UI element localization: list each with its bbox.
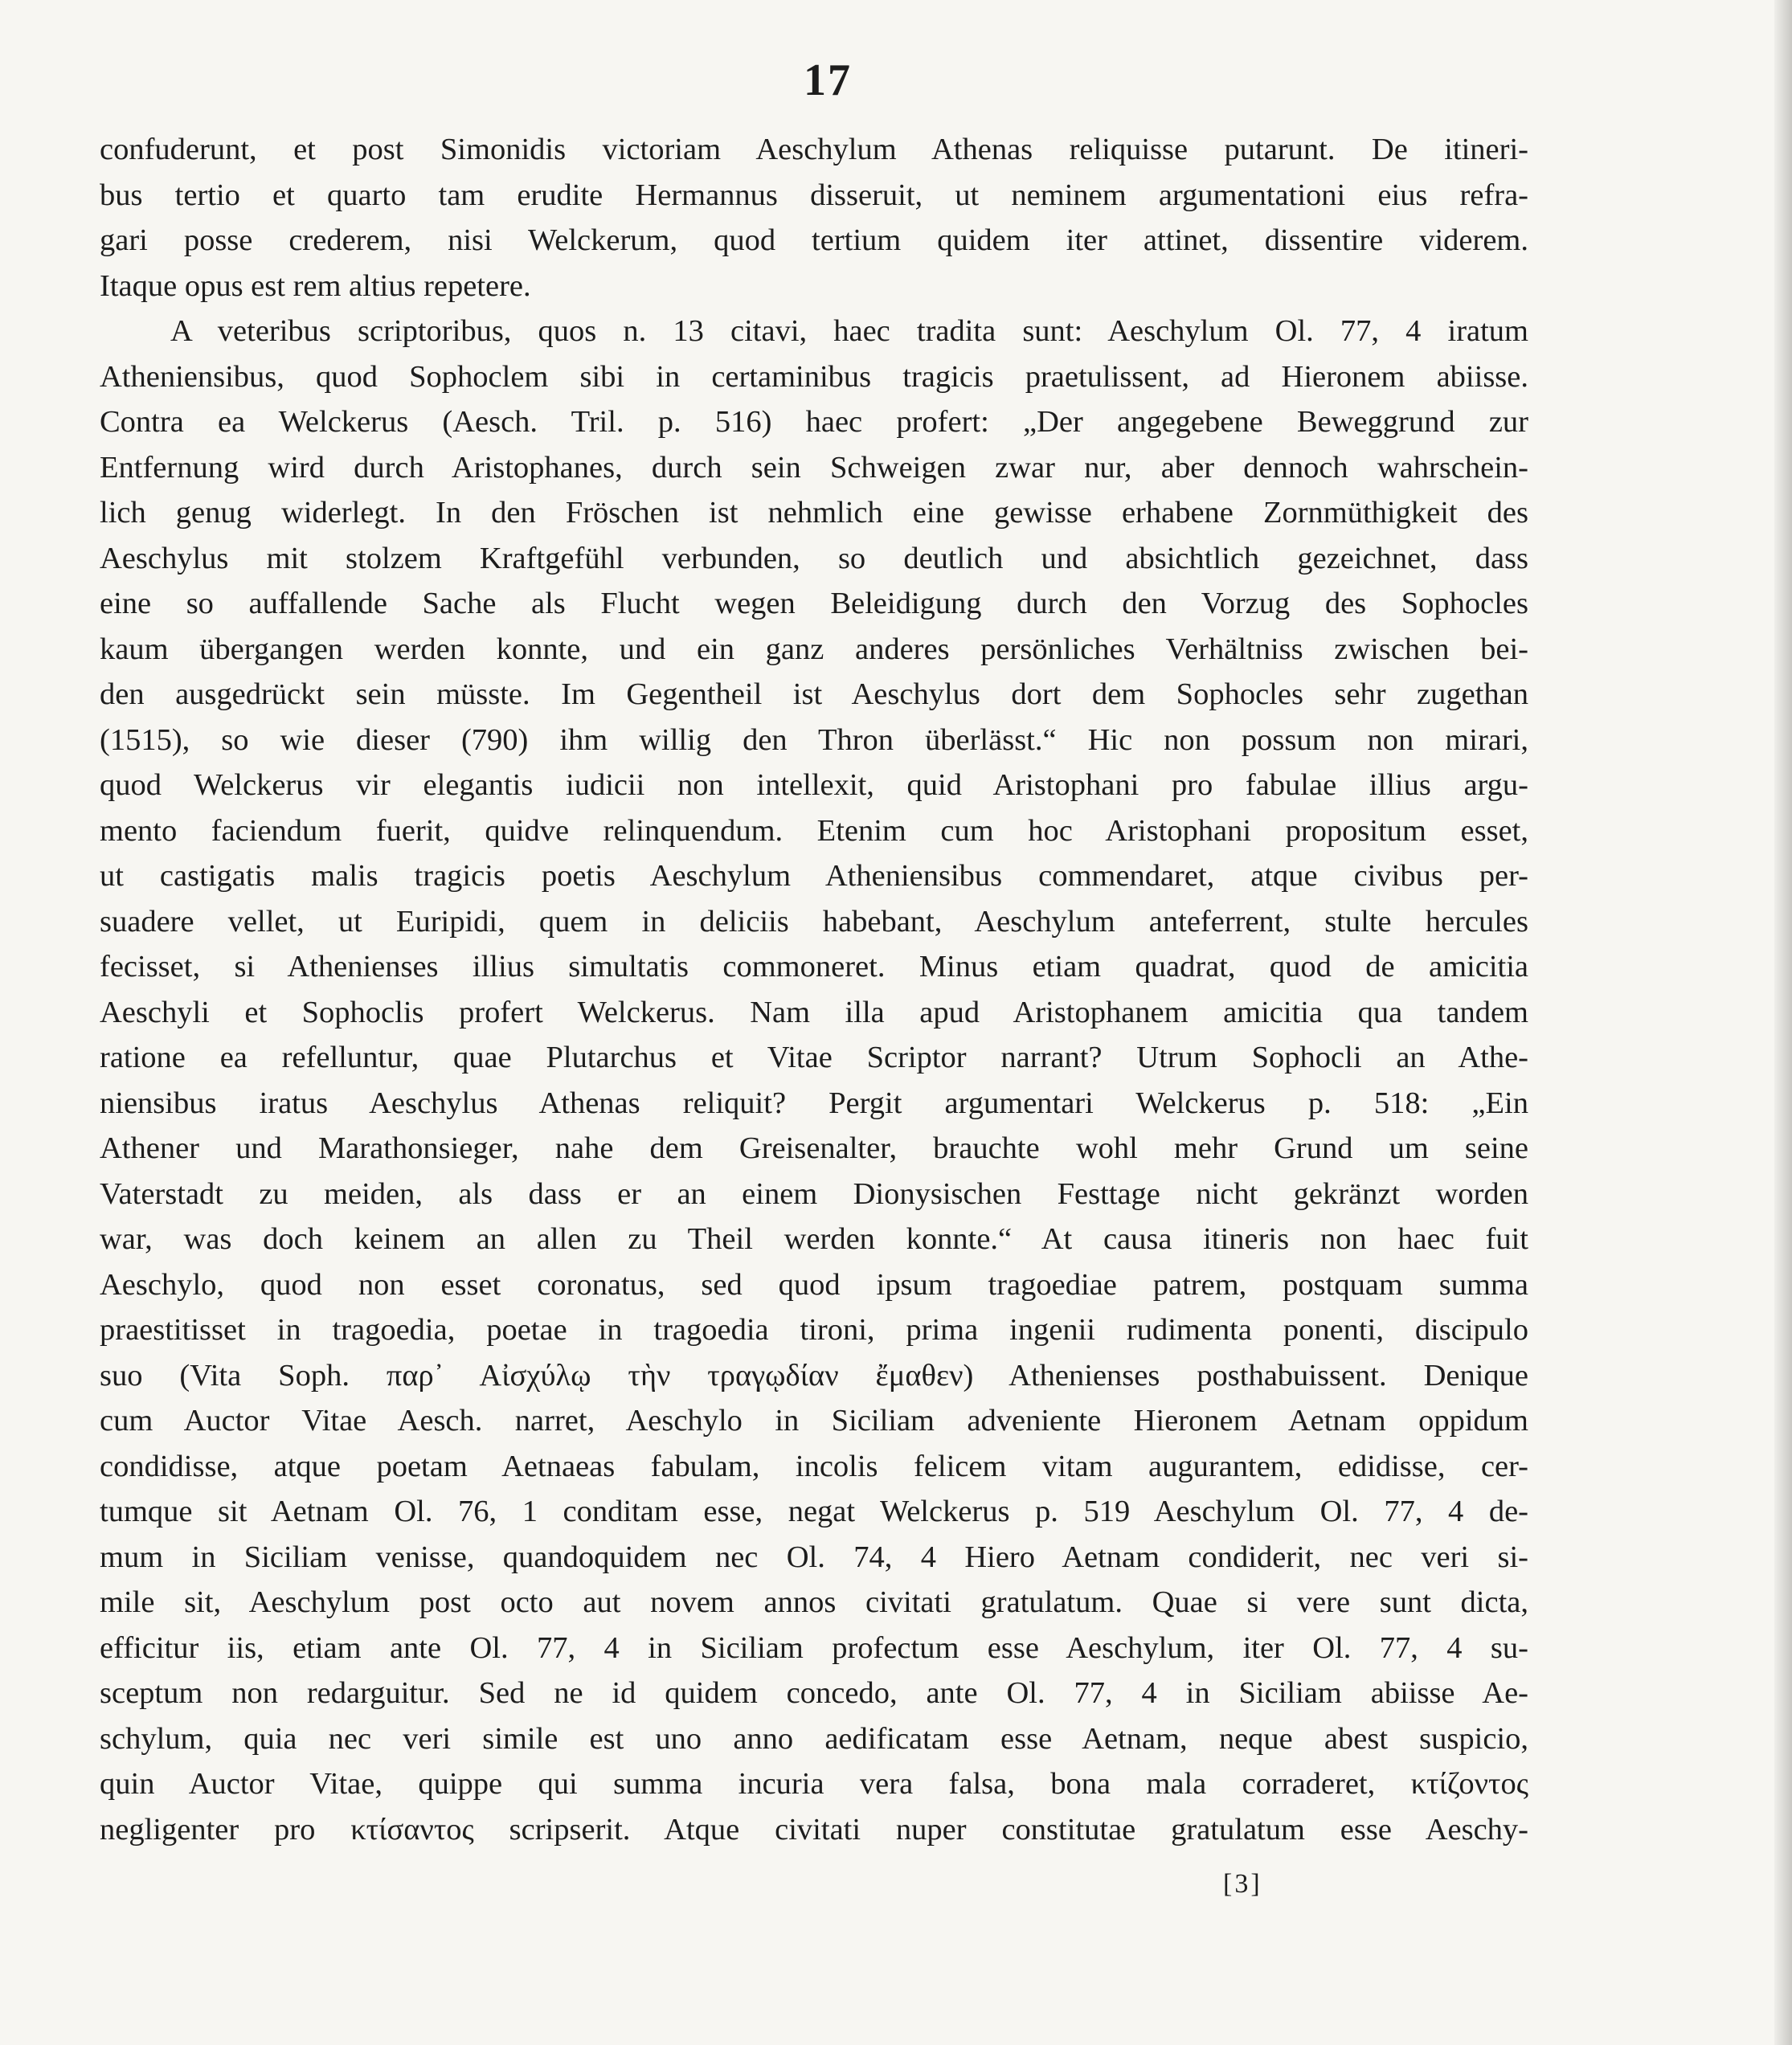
body-text	[100, 127, 1528, 1852]
text-line: Aeschylo, quod non esset coronatus, sed quod ipsum tragoediae patrem, postquam summa	[100, 1267, 1528, 1302]
signature-mark: [3]	[1223, 1869, 1262, 1899]
text-line: Aeschyli et Sophoclis profert Welckerus. Nam illa apud Aristophanem amicitia qua tandem	[100, 995, 1528, 1029]
text-line: Athener und Marathonsieger, nahe dem Greisenalter, brauchte wohl mehr Grund um seine	[100, 1131, 1528, 1165]
text-line: eine so auffallende Sache als Flucht wegen Beleidigung durch den Vorzug des Sophocles	[100, 587, 1528, 620]
text-line: Vaterstadt zu meiden, als dass er an einem Dionysischen Festtage nicht gekränzt worden	[100, 1176, 1528, 1211]
text-line: suo (Vita Soph. παρ᾽ Αἰσχύλῳ τὴν τραγῳδίαν ἔμαθεν) Athenienses posthabuissent. Denique	[100, 1358, 1528, 1393]
text-line: Contra ea Welckerus (Aesch. Tril. p. 516) haec profert: „Der angegebene Beweggrund zur	[100, 405, 1528, 439]
text-line: Atheniensibus, quod Sophoclem sibi in certaminibus tragicis praetulissent, ad Hieronem abiisse.	[100, 359, 1528, 394]
text-line: ut castigatis malis tragicis poetis Aeschylum Atheniensibus commendaret, atque civibus per-	[100, 859, 1528, 893]
text-line: A veteribus scriptoribus, quos n. 13 citavi, haec tradita sunt: Aeschylum Ol. 77, 4 iratum	[170, 314, 1528, 348]
text-line: ratione ea refelluntur, quae Plutarchus et Vitae Scriptor narrant? Utrum Sophocli an Athe-	[100, 1041, 1528, 1074]
text-line: lich genug widerlegt. In den Fröschen ist nehmlich eine gewisse erhabene Zornmüthigkeit des	[100, 496, 1528, 530]
text-line: sceptum non redarguitur. Sed ne id quidem concedo, ante Ol. 77, 4 in Siciliam abiisse Ae-	[100, 1676, 1528, 1710]
text-line: mento faciendum fuerit, quidve relinquendum. Etenim cum hoc Aristophani propositum esset,	[100, 813, 1528, 848]
text-line: quin Auctor Vitae, quippe qui summa incuria vera falsa, bona mala corraderet, κτίζοντος	[100, 1767, 1528, 1801]
text-line: fecisset, si Athenienses illius simultatis commoneret. Minus etiam quadrat, quod de amicitia	[100, 950, 1528, 984]
text-line: war, was doch keinem an allen zu Theil werden konnte.“ At causa itineris non haec fuit	[100, 1222, 1528, 1256]
text-line: gari posse crederem, nisi Welckerum, quod tertium quidem iter attinet, dissentire viderem.	[100, 223, 1528, 257]
text-line: den ausgedrückt sein müsste. Im Gegentheil ist Aeschylus dort dem Sophocles sehr zugethan	[100, 677, 1528, 711]
text-line: tumque sit Aetnam Ol. 76, 1 conditam esse, negat Welckerus p. 519 Aeschylum Ol. 77, 4 de-	[100, 1495, 1528, 1528]
text-line: mile sit, Aeschylum post octo aut novem annos civitati gratulatum. Quae si vere sunt dicta,	[100, 1585, 1528, 1619]
text-line: quod Welckerus vir elegantis iudicii non intellexit, quid Aristophani pro fabulae illius argu-	[100, 768, 1528, 802]
text-line: Aeschylus mit stolzem Kraftgefühl verbunden, so deutlich und absichtlich gezeichnet, dass	[100, 541, 1528, 575]
text-line: mum in Siciliam venisse, quandoquidem nec Ol. 74, 4 Hiero Aetnam condiderit, nec veri si-	[100, 1540, 1528, 1574]
text-line: kaum übergangen werden konnte, und ein ganz anderes persönliches Verhältniss zwischen bei-	[100, 632, 1528, 666]
text-line: schylum, quia nec veri simile est uno anno aedificatam esse Aetnam, neque abest suspicio,	[100, 1721, 1528, 1756]
text-line: efficitur iis, etiam ante Ol. 77, 4 in Siciliam profectum esse Aeschylum, iter Ol. 77, 4 su-	[100, 1630, 1528, 1665]
text-line: condidisse, atque poetam Aetnaeas fabulam, incolis felicem vitam augurantem, edidisse, cer-	[100, 1449, 1528, 1483]
text-line: suadere vellet, ut Euripidi, quem in deliciis habebant, Aeschylum anteferrent, stulte hercules	[100, 904, 1528, 939]
text-line: Entfernung wird durch Aristophanes, durch sein Schweigen zwar nur, aber dennoch wahrschein-	[100, 450, 1528, 485]
page-number: 17	[804, 55, 852, 105]
text-line: (1515), so wie dieser (790) ihm willig den Thron überlässt.“ Hic non possum non mirari,	[100, 722, 1528, 757]
text-line: cum Auctor Vitae Aesch. narret, Aeschylo in Siciliam adveniente Hieronem Aetnam oppidum	[100, 1404, 1528, 1438]
text-line: bus tertio et quarto tam erudite Hermannus disseruit, ut neminem argumentationi eius refra-	[100, 178, 1528, 212]
text-line: confuderunt, et post Simonidis victoriam Aeschylum Athenas reliquisse putarunt. De itineri-	[100, 133, 1528, 166]
text-line: niensibus iratus Aeschylus Athenas reliquit? Pergit argumentari Welckerus p. 518: „Ein	[100, 1086, 1528, 1120]
text-line: negligenter pro κτίσαντος scripserit. Atque civitati nuper constitutae gratulatum esse Aeschy-	[100, 1812, 1528, 1847]
page-edge	[1774, 0, 1792, 2045]
text-line: praestitisset in tragoedia, poetae in tragoedia tironi, prima ingenii rudimenta ponenti, discipulo	[100, 1313, 1528, 1347]
text-line: Itaque opus est rem altius repetere.	[100, 268, 531, 303]
